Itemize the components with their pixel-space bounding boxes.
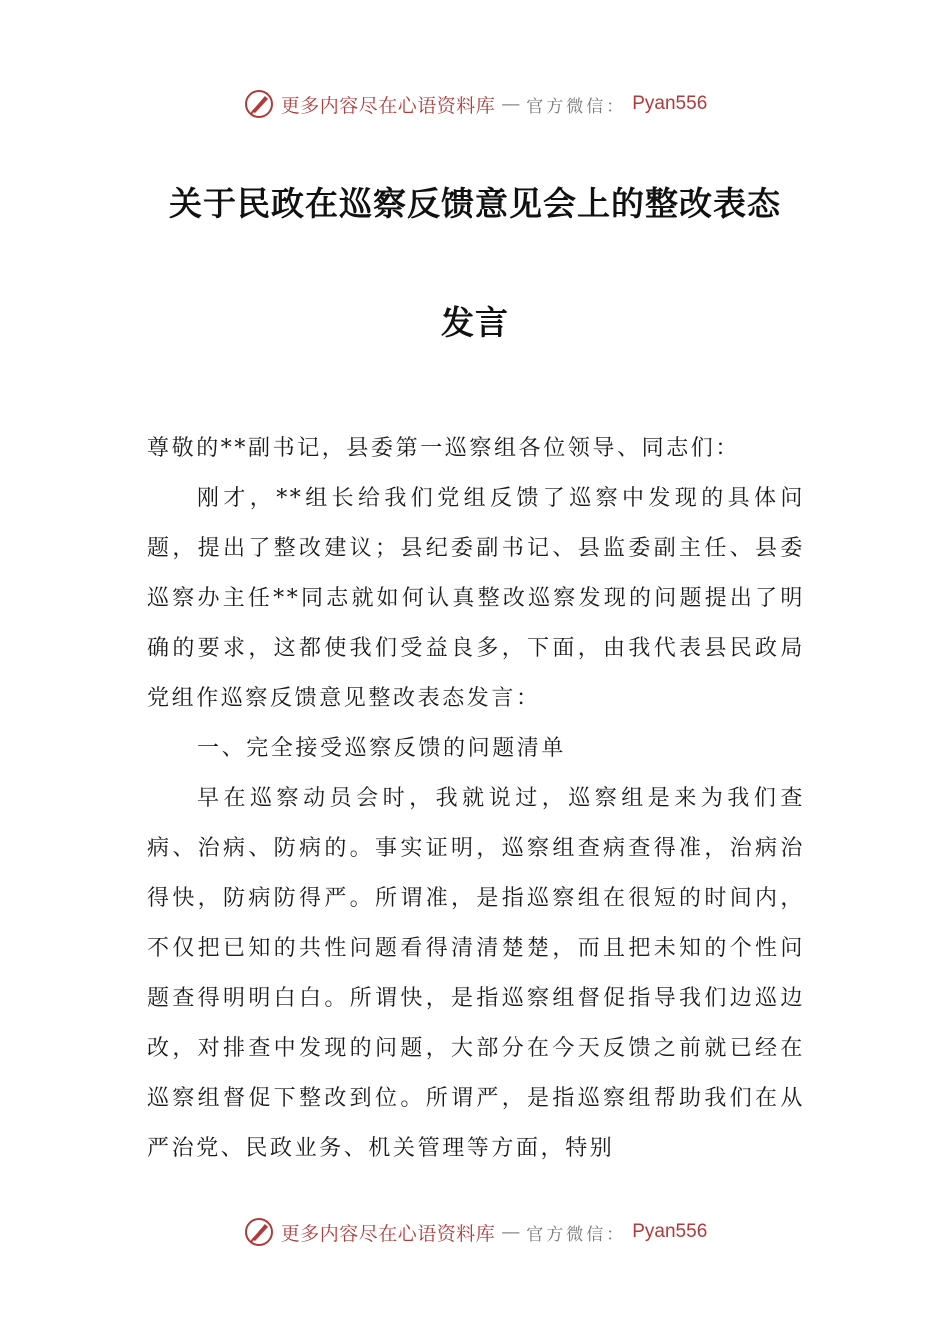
watermark-account: Pyan556	[632, 93, 708, 114]
document-title-line1: 关于民政在巡察反馈意见会上的整改表态	[169, 184, 781, 223]
paragraph-intro: 刚才，**组长给我们党组反馈了巡察中发现的具体问题，提出了整改建议；县纪委副书记、县监委副主任、县委巡察办主任**同志就如何认真整改巡察发现的问题提出了明确的要求，这都使我们受益良多，下面，由我代表县民政局党组作巡察反馈意见整改表态发言：	[147, 486, 805, 711]
document-body	[147, 424, 805, 1174]
watermark-label: 官方微信：	[526, 96, 627, 117]
watermark-label: 官方微信：	[526, 1224, 627, 1245]
quill-logo-icon	[243, 1216, 275, 1248]
document-title-line2: 发言	[441, 303, 509, 342]
section-heading: 一、完全接受巡察反馈的问题清单	[197, 736, 567, 761]
watermark-dash: —	[501, 1221, 521, 1243]
watermark-main-text: 更多内容尽在心语资料库	[280, 1222, 496, 1245]
quill-logo-icon	[243, 88, 275, 120]
watermark-account: Pyan556	[632, 1221, 708, 1242]
watermark-main-text: 更多内容尽在心语资料库	[280, 94, 496, 117]
paragraph-section-one: 早在巡察动员会时，我就说过，巡察组是来为我们查病、治病、防病的。事实证明，巡察组查病查得准，治病治得快，防病防得严。所谓准，是指巡察组在很短的时间内，不仅把已知的共性问题看得清清楚楚，而且把未知的个性问题查得明明白白。所谓快，是指巡察组督促指导我们边巡边改，对排查中发现的问题，大部分在今天反馈之前就已经在巡察组督促下整改到位。所谓严，是指巡察组帮助我们在从严治党、民政业务、机关管理等方面，特别	[147, 786, 805, 1161]
watermark-dash: —	[501, 93, 521, 115]
footer-watermark	[0, 1212, 950, 1252]
header-watermark	[0, 84, 950, 124]
salutation: 尊敬的**副书记，县委第一巡察组各位领导、同志们：	[147, 436, 741, 461]
